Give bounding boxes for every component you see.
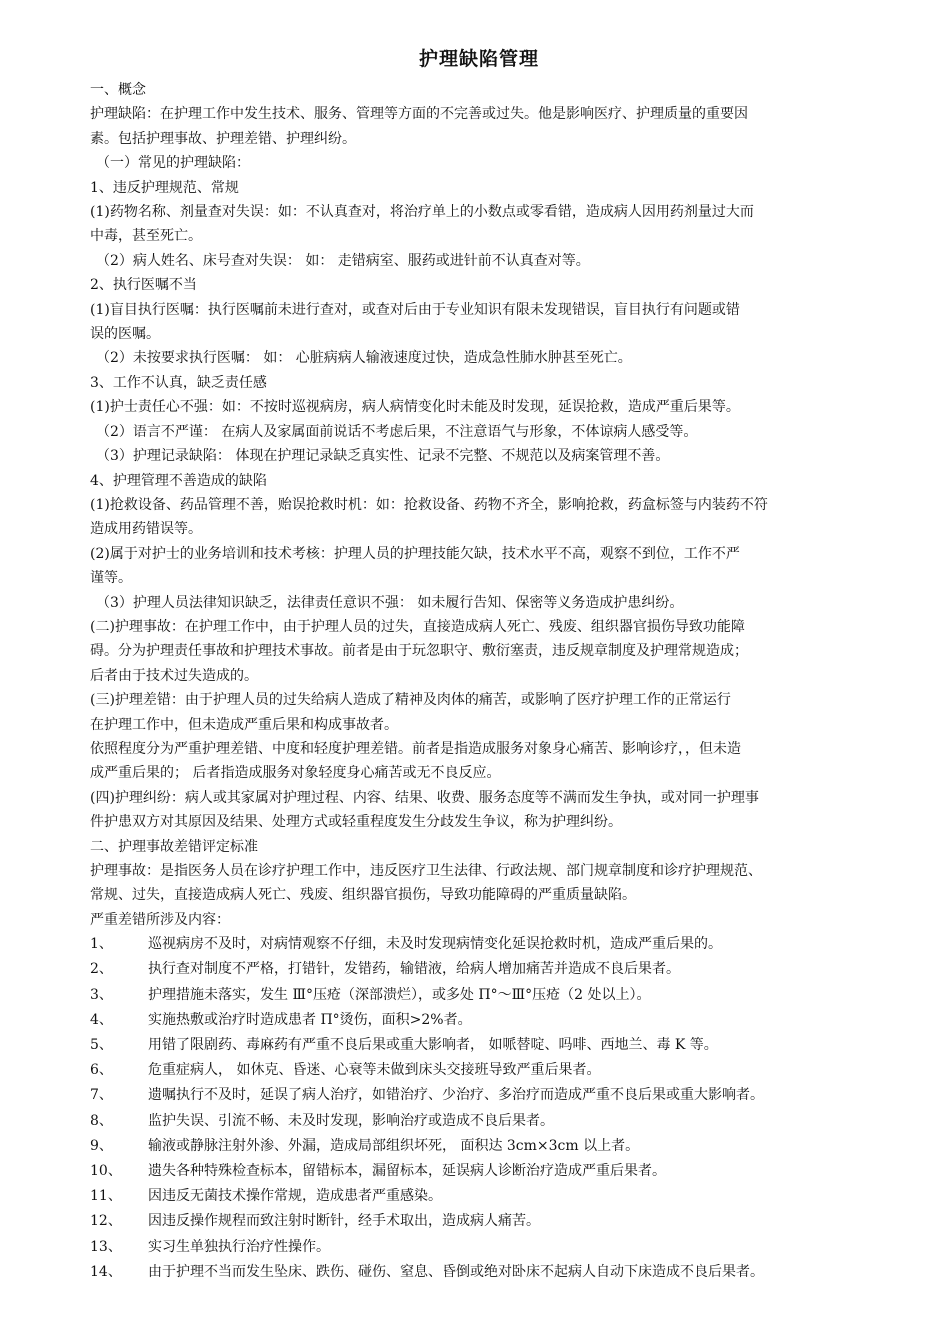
section-heading: 一、概念 <box>90 82 146 98</box>
section-heading: 二、护理事故差错评定标准 <box>90 838 258 855</box>
paragraph-line: 成严重后果的； 后者指造成服务对象轻度身心痛苦或无不良反应。 <box>90 765 501 782</box>
list-item-text: 用错了限剧药、毒麻药有严重不良后果或重大影响者， 如哌替啶、吗啡、西地兰、毒 K 等。 <box>148 1037 718 1054</box>
list-item-text: 遗失各种特殊检查标本，留错标本，漏留标本，延误病人诊断治疗造成严重后果者。 <box>148 1163 666 1180</box>
paragraph-line: (1)抢救设备、药品管理不善，贻误抢救时机：如：抢救设备、药物不齐全，影响抢救，药盒标签与内装药不符 <box>90 496 768 513</box>
subsection-heading: 1、违反护理规范、常规 <box>90 179 239 196</box>
list-item-text: 护理措施未落实，发生 Ⅲ°压疮（深部溃烂），或多处 Π°～Ⅲ°压疮（2 处以上）。 <box>148 986 651 1003</box>
paragraph-line: 在护理工作中，但未造成严重后果和构成事故者。 <box>90 716 398 733</box>
list-item <box>90 983 868 1008</box>
paragraph-line: （2）病人姓名、床号查对失误： 如： 走错病室、服药或进针前不认真查对等。 <box>96 252 590 269</box>
paragraph-line: 依照程度分为严重护理差错、中度和轻度护理差错。前者是指造成服务对象身心痛苦、影响诊疗，，但未造 <box>90 740 741 757</box>
list-item <box>90 1033 868 1058</box>
list-item-number: 12、 <box>90 1213 122 1230</box>
list-item-number: 3、 <box>90 986 113 1003</box>
paragraph-line: 谨等。 <box>90 570 132 587</box>
list-item <box>90 1209 868 1234</box>
paragraph-line: 碍。分为护理责任事故和护理技术事故。前者是由于玩忽职守、敷衍塞责，违反规章制度及护理常规造成； <box>90 643 748 660</box>
list-item-text: 监护失误、引流不畅、未及时发现，影响治疗或造成不良后果者。 <box>148 1112 554 1129</box>
list-item-text: 输液或静脉注射外渗、外漏，造成局部组织坏死， 面积达 3cm×3cm 以上者。 <box>148 1137 640 1154</box>
document-body <box>90 78 868 932</box>
list-item-text: 遗嘱执行不及时，延误了病人治疗，如错治疗、少治疗、多治疗而造成严重不良后果或重大影响者。 <box>148 1087 764 1104</box>
paragraph-line: (1)药物名称、剂量查对失误：如：不认真查对，将治疗单上的小数点或零看错，造成病人因用药剂量过大而 <box>90 204 754 221</box>
list-item-number: 7、 <box>90 1087 113 1104</box>
list-item-text: 因违反无菌技术操作常规，造成患者严重感染。 <box>148 1188 442 1205</box>
list-item <box>90 1109 868 1134</box>
list-item <box>90 1008 868 1033</box>
paragraph-line: (二)护理事故：在护理工作中，由于护理人员的过失，直接造成病人死亡、残废、组织器官损伤导致功能障 <box>90 618 745 635</box>
list-item-number: 1、 <box>90 936 113 953</box>
paragraph-line: 素。包括护理事故、护理差错、护理纠纷。 <box>90 130 356 147</box>
list-item-text: 执行查对制度不严格，打错针，发错药，输错液，给病人增加痛苦并造成不良后果者。 <box>148 961 680 978</box>
paragraph-line: 误的医嘱。 <box>90 326 160 343</box>
list-item <box>90 1083 868 1108</box>
subsection-heading: （一）常见的护理缺陷： <box>96 155 250 172</box>
list-item-text: 实施热敷或治疗时造成患者 Π°烫伤，面积>2%者。 <box>148 1011 472 1028</box>
list-item-number: 9、 <box>90 1137 113 1154</box>
list-item <box>90 1058 868 1083</box>
paragraph-line: 后者由于技术过失造成的。 <box>90 667 258 684</box>
list-item <box>90 957 868 982</box>
list-item-number: 5、 <box>90 1037 113 1054</box>
paragraph-line: 件护患双方对其原因及结果、处理方式或轻重程度发生分歧发生争议，称为护理纠纷。 <box>90 814 622 831</box>
list-item-text: 由于护理不当而发生坠床、跌伤、碰伤、窒息、昏倒或绝对卧床不起病人自动下床造成不良后果者。 <box>148 1263 764 1280</box>
paragraph-line: (2)属于对护士的业务培训和技术考核：护理人员的护理技能欠缺，技术水平不高，观察不到位，工作不严 <box>90 545 740 562</box>
list-item-number: 10、 <box>90 1163 122 1180</box>
list-item <box>90 1235 868 1260</box>
paragraph-line: (1)护士责任心不强：如：不按时巡视病房，病人病情变化时未能及时发现，延误抢救，造成严重后果等。 <box>90 399 740 416</box>
paragraph-line: (四)护理纠纷：病人或其家属对护理过程、内容、结果、收费、服务态度等不满而发生争执，或对同一护理事 <box>90 789 759 806</box>
list-item-number: 8、 <box>90 1112 113 1129</box>
list-item <box>90 1134 868 1159</box>
list-item-number: 13、 <box>90 1238 122 1255</box>
list-item <box>90 1159 868 1184</box>
list-item-text: 实习生单独执行治疗性操作。 <box>148 1238 330 1255</box>
list-item-number: 6、 <box>90 1062 113 1079</box>
paragraph-line: 造成用药错误等。 <box>90 521 202 538</box>
paragraph-line: （2）语言不严谨： 在病人及家属面前说话不考虑后果，不注意语气与形象，不体谅病人感受等。 <box>96 423 698 440</box>
list-item-number: 11、 <box>90 1188 122 1205</box>
list-item-number: 2、 <box>90 961 113 978</box>
subsection-heading: 4、护理管理不善造成的缺陷 <box>90 472 267 489</box>
paragraph-line: （3）护理记录缺陷： 体现在护理记录缺乏真实性、记录不完整、不规范以及病案管理不善。 <box>96 448 670 465</box>
list-item-number: 4、 <box>90 1011 113 1028</box>
paragraph-line: 常规、过失，直接造成病人死亡、残废、组织器官损伤，导致功能障碍的严重质量缺陷。 <box>90 887 636 904</box>
paragraph-line: 严重差错所涉及内容： <box>90 911 230 928</box>
list-item-text: 危重症病人， 如休克、昏迷、心衰等未做到床头交接班导致严重后果者。 <box>148 1062 601 1079</box>
paragraph-line: (1)盲目执行医嘱：执行医嘱前未进行查对，或查对后由于专业知识有限未发现错误，盲目执行有问题或错 <box>90 301 740 318</box>
paragraph-line: (三)护理差错：由于护理人员的过失给病人造成了精神及肉体的痛苦，或影响了医疗护理工作的正常运行 <box>90 692 731 709</box>
document-title: 护理缺陷管理 <box>418 48 539 70</box>
list-item <box>90 1184 868 1209</box>
paragraph-line: 护理缺陷：在护理工作中发生技术、服务、管理等方面的不完善或过失。他是影响医疗、护理质量的重要因 <box>90 106 748 123</box>
subsection-heading: 3、工作不认真，缺乏责任感 <box>90 374 267 391</box>
list-item-text: 巡视病房不及时，对病情观察不仔细，未及时发现病情变化延误抢救时机，造成严重后果的。 <box>148 936 722 953</box>
list-item <box>90 1260 868 1285</box>
list-item <box>90 932 868 957</box>
paragraph-line: （3）护理人员法律知识缺乏，法律责任意识不强： 如未履行告知、保密等义务造成护患纠纷。 <box>96 594 684 611</box>
paragraph-line: （2）未按要求执行医嘱： 如： 心脏病病人输液速度过快，造成急性肺水肿甚至死亡。 <box>96 350 632 367</box>
list-item-text: 因违反操作规程而致注射时断针，经手术取出，造成病人痛苦。 <box>148 1213 540 1230</box>
list-item-number: 14、 <box>90 1263 122 1280</box>
paragraph-line: 中毒，甚至死亡。 <box>90 228 202 245</box>
paragraph-line: 护理事故：是指医务人员在诊疗护理工作中，违反医疗卫生法律、行政法规、部门规章制度和诊疗护理规范、 <box>90 863 762 879</box>
criteria-list <box>90 932 868 1285</box>
subsection-heading: 2、执行医嘱不当 <box>90 277 197 294</box>
